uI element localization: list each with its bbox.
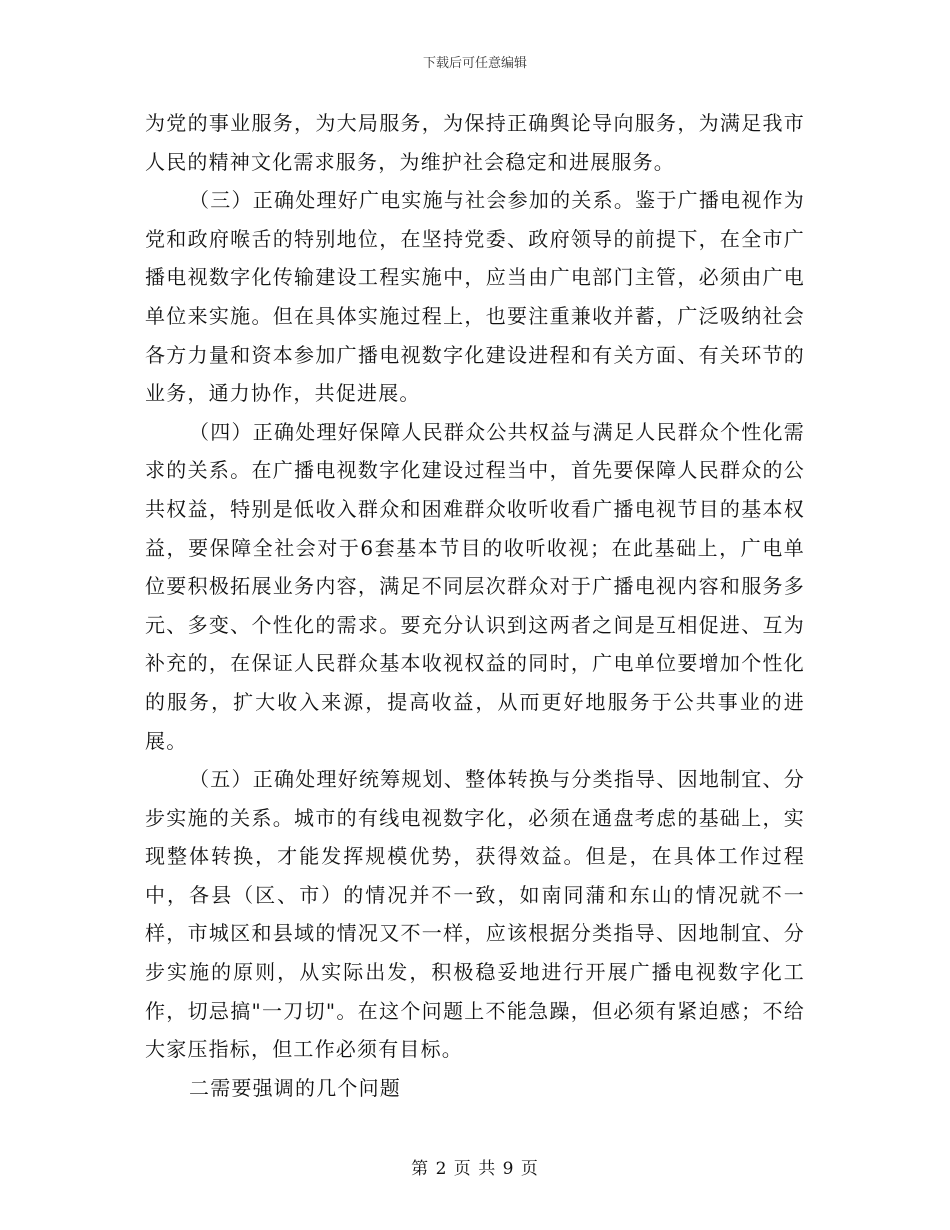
section-heading-2: 二需要强调的几个问题 (189, 1075, 401, 1100)
page-number-footer: 第 2 页 共 9 页 (411, 1159, 539, 1179)
paragraph-section-4: （四）正确处理好保障人民群众公共权益与满足人民群众个性化需求的关系。在广播电视数字化建设过程当中，首先要保障人民群众的公共权益，特别是低收入群众和困难群众收听收看广播电视节目的基本权益，要保障全社会对于6套基本节目的收听收视；在此基础上，广电单位要积极拓展业务内容，满足不同层次群众对于广播电视内容和服务多元、多变、个性化的需求。要充分认识到这两者之间是互相促进、互为补充的，在保证人民群众基本收视权益的同时，广电单位要增加个性化的服务，扩大收入来源，提高收益，从而更好地服务于公共事业的进展。 (145, 419, 805, 753)
paragraph-section-5: （五）正确处理好统筹规划、整体转换与分类指导、因地制宜、分步实施的关系。城市的有线电视数字化，必须在通盘考虑的基础上，实现整体转换，才能发挥规模优势，获得效益。但是，在具体工作过程中，各县（区、市）的情况并不一致，如南同蒲和东山的情况就不一样，市城区和县域的情况又不一样，应该根据分类指导、因地制宜、分步实施的原则，从实际出发，积极稳妥地进行开展广播电视数字化工作，切忌搞"一刀切"。在这个问题上不能急躁，但必须有紧迫感；不给大家压指标，但工作必须有目标。 (145, 767, 805, 1062)
paragraph-section-3: （三）正确处理好广电实施与社会参加的关系。鉴于广播电视作为党和政府喉舌的特别地位，在坚持党委、政府领导的前提下，在全市广播电视数字化传输建设工程实施中，应当由广电部门主管，必须由广电单位来实施。但在具体实施过程上，也要注重兼收并蓄，广泛吸纳社会各方力量和资本参加广播电视数字化建设进程和有关方面、有关环节的业务，通力协作，共促进展。 (145, 188, 805, 406)
document-body (145, 104, 805, 1107)
paragraph-continuation: 为党的事业服务，为大局服务，为保持正确舆论导向服务，为满足我市人民的精神文化需求服务，为维护社会稳定和进展服务。 (145, 111, 805, 174)
page-header: 下载后可任意编辑 (422, 56, 527, 71)
